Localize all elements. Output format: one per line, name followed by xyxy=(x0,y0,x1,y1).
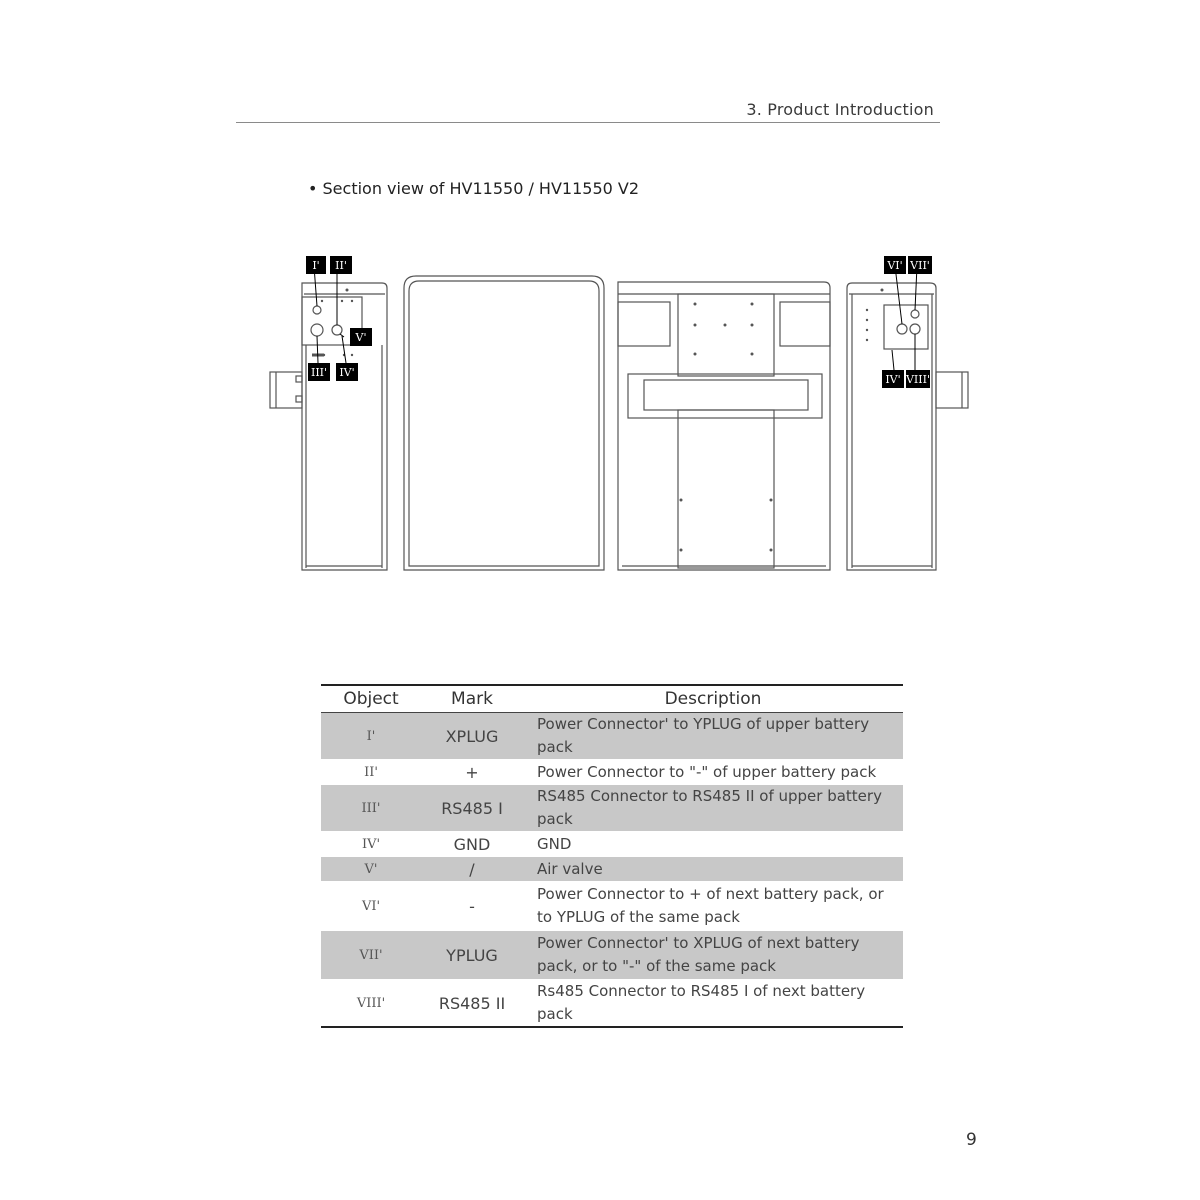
front-view xyxy=(404,276,604,570)
cell-mark: - xyxy=(421,882,523,931)
cell-object: III' xyxy=(321,785,421,832)
cell-mark: / xyxy=(421,857,523,882)
header-mark: Mark xyxy=(421,685,523,713)
table-header-row xyxy=(321,685,903,713)
table-row xyxy=(321,882,903,931)
cell-mark: YPLUG xyxy=(421,931,523,980)
tag-IV xyxy=(336,363,358,381)
cell-description: Rs485 Connector to RS485 I of next battery pack xyxy=(523,980,903,1028)
tag-VIII xyxy=(905,370,930,388)
table-row xyxy=(321,832,903,857)
cell-object: IV' xyxy=(321,832,421,857)
page-header xyxy=(236,98,940,123)
table-row xyxy=(321,760,903,785)
cell-mark: + xyxy=(421,760,523,785)
table-row xyxy=(321,857,903,882)
cell-object: V' xyxy=(321,857,421,882)
cell-mark: XPLUG xyxy=(421,713,523,760)
svg-text:VI': VI' xyxy=(887,259,903,272)
table-row xyxy=(321,931,903,980)
cell-mark: RS485 II xyxy=(421,980,523,1028)
cell-description: Air valve xyxy=(523,857,903,882)
cell-description: Power Connector' to YPLUG of upper battery pack xyxy=(523,713,903,760)
svg-text:IV': IV' xyxy=(339,366,355,379)
tag-II xyxy=(330,256,352,274)
table-row xyxy=(321,980,903,1028)
tag-VI xyxy=(884,256,906,274)
side-view-left xyxy=(270,283,387,570)
tag-V xyxy=(350,328,372,346)
cell-object: II' xyxy=(321,760,421,785)
svg-text:I': I' xyxy=(312,259,320,272)
svg-text:II': II' xyxy=(335,259,347,272)
cell-mark: GND xyxy=(421,832,523,857)
battery-section-diagram xyxy=(262,250,972,580)
cell-object: I' xyxy=(321,713,421,760)
side-view-right xyxy=(847,283,968,570)
cell-description: Power Connector' to XPLUG of next battery pack, or to "-" of the same pack xyxy=(523,931,903,980)
table-row xyxy=(321,713,903,760)
header-section-title: 3. Product Introduction xyxy=(746,100,934,119)
svg-text:V': V' xyxy=(355,331,367,344)
tag-IV-right xyxy=(882,370,904,388)
svg-text:VIII': VIII' xyxy=(905,373,931,386)
section-title: • Section view of HV11550 / HV11550 V2 xyxy=(308,179,640,198)
cell-description: Power Connector to + of next battery pack, or to YPLUG of the same pack xyxy=(523,882,903,931)
cell-object: VI' xyxy=(321,882,421,931)
header-object: Object xyxy=(321,685,421,713)
cell-object: VIII' xyxy=(321,980,421,1028)
svg-text:IV': IV' xyxy=(885,373,901,386)
page-number: 9 xyxy=(966,1130,977,1150)
svg-text:III': III' xyxy=(310,366,328,379)
header-description: Description xyxy=(523,685,903,713)
cell-mark: RS485 I xyxy=(421,785,523,832)
connector-spec-table xyxy=(321,684,903,1028)
cell-description: GND xyxy=(523,832,903,857)
svg-text:VII': VII' xyxy=(910,259,930,272)
tag-VII xyxy=(908,256,932,274)
table-row xyxy=(321,785,903,832)
tag-I xyxy=(306,256,326,274)
tag-III xyxy=(308,363,330,381)
cell-description: RS485 Connector to RS485 II of upper battery pack xyxy=(523,785,903,832)
cell-object: VII' xyxy=(321,931,421,980)
cell-description: Power Connector to "-" of upper battery pack xyxy=(523,760,903,785)
